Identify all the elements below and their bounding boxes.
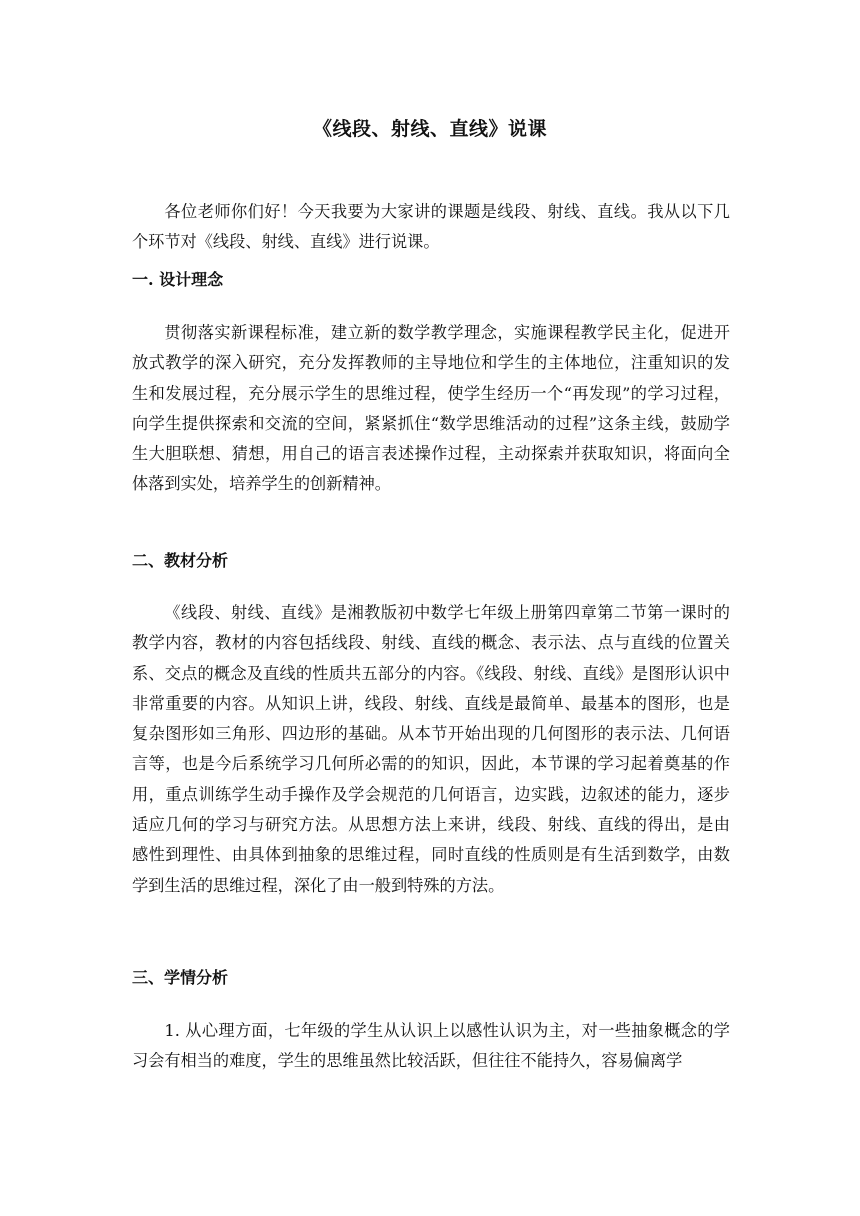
- intro-paragraph: 各位老师你们好！今天我要为大家讲的课题是线段、射线、直线。我从以下几个环节对《线段、射线、直线》进行说课。: [132, 202, 730, 252]
- section-heading-textbook-analysis: 二、教材分析: [132, 551, 229, 570]
- section-heading-design-concept: 一. 设计理念: [132, 270, 224, 289]
- document-title: 《线段、射线、直线》说课: [312, 118, 547, 140]
- section-body-student-analysis: 1. 从心理方面，七年级的学生从认识上以感性认识为主，对一些抽象概念的学习会有相当的难度，学生的思维虽然比较活跃，但往往不能持久，容易偏离学: [132, 1021, 730, 1071]
- section-heading-student-analysis: 三、学情分析: [132, 968, 229, 987]
- section-body-design-concept: 贯彻落实新课程标准，建立新的数学教学理念，实施课程教学民主化，促进开放式教学的深入研究，充分发挥教师的主导地位和学生的主体地位，注重知识的发生和发展过程，充分展示学生的思维过程，使学生经历一个“再发现”的学习过程，向学生提供探索和交流的空间，紧紧抓住“数学思维活动的过程”这条主线，鼓励学生大胆联想、猜想，用自己的语言表述操作过程，主动探索并获取知识，将面向全体落到实处，培养学生的创新精神。: [132, 323, 730, 494]
- section-body-textbook-analysis: 《线段、射线、直线》是湘教版初中数学七年级上册第四章第二节第一课时的教学内容，教材的内容包括线段、射线、直线的概念、表示法、点与直线的位置关系、交点的概念及直线的性质共五部分的内容。《线段、射线、直线》是图形认识中非常重要的内容。从知识上讲，线段、射线、直线是最简单、最基本的图形，也是复杂图形如三角形、四边形的基础。从本节开始出现的几何图形的表示法、几何语言等，也是今后系统学习几何所必需的的知识，因此，本节课的学习起着奠基的作用，重点训练学生动手操作及学会规范的几何语言，边实践，边叙述的能力，逐步适应几何的学习与研究方法。从思想方法上来讲，线段、射线、直线的得出，是由感性到理性、由具体到抽象的思维过程，同时直线的性质则是有生活到数学，由数学到生活的思维过程，深化了由一般到特殊的方法。: [132, 603, 730, 895]
